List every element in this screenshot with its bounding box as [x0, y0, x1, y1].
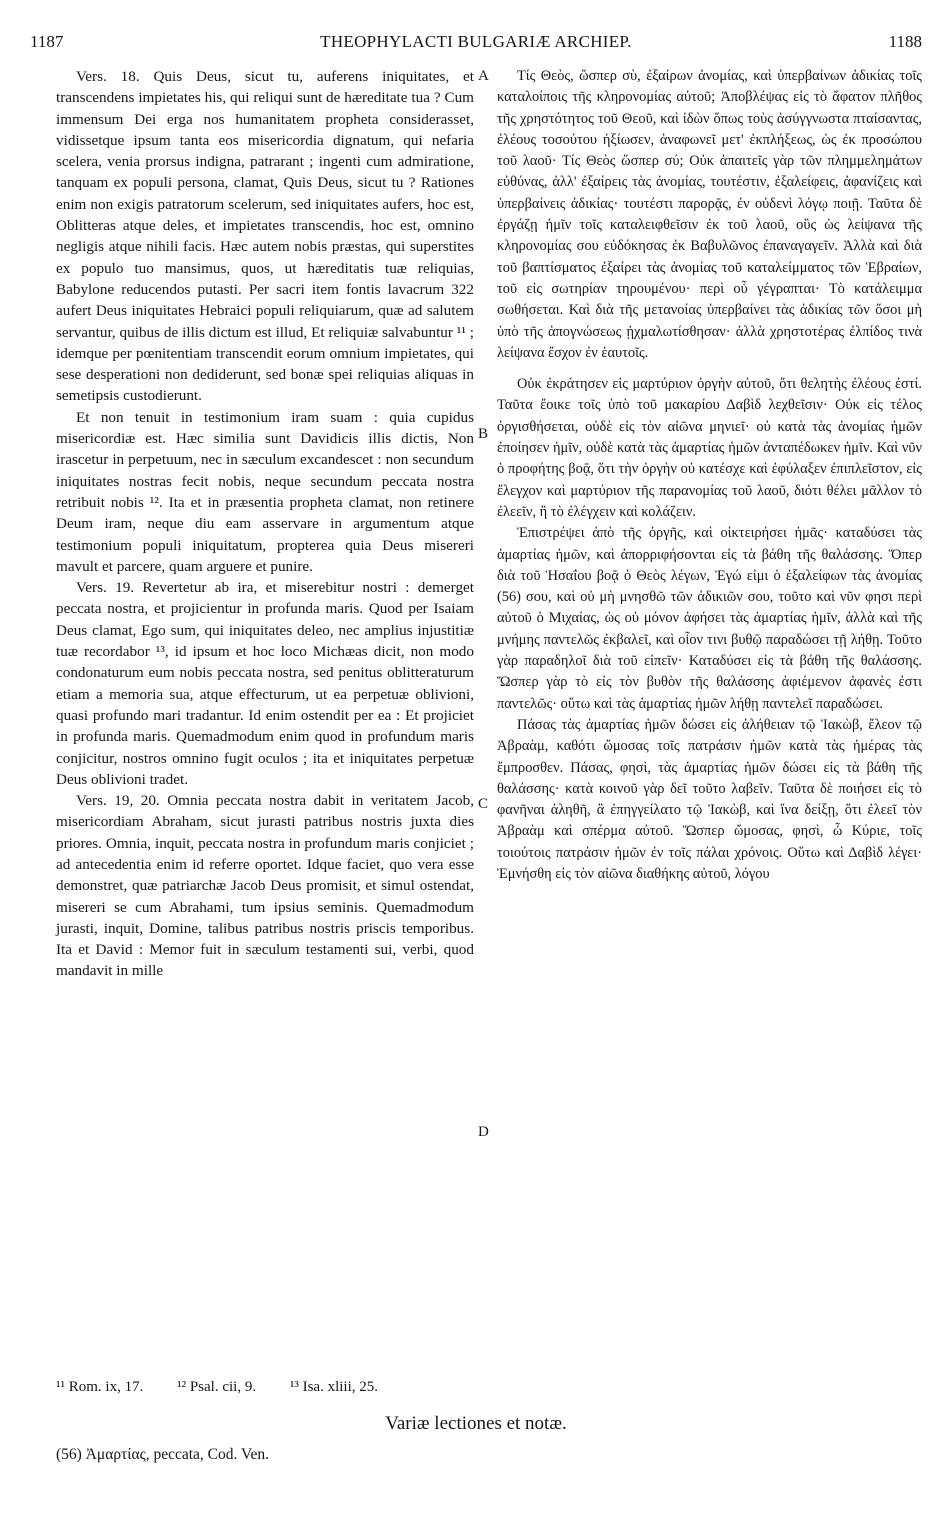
- page-number-left: 1187: [30, 32, 64, 51]
- section-marker-c: C: [478, 796, 489, 812]
- running-header: [30, 32, 922, 56]
- section-marker-a: A: [478, 68, 489, 84]
- greek-paragraph: Οὐκ ἐκράτησεν εἰς μαρτύριον ὀργὴν αὐτοῦ, ὅτι θελητὴς ἐλέους ἐστί. Ταῦτα ἔοικε τοῖς ὑπὸ τοῦ μακαρίου Δαβὶδ λεχθεῖσιν· Οὐκ εἰς τέλος ὀργισθήσεται, οὐδὲ εἰς τὸν αἰῶνα μηνιεῖ· οὐ κατὰ τὰς ἀνομίας ἡμῶν ἐποίησεν ἡμῖν, οὐδὲ κατὰ τὰς ἁμαρτίας ἡμῶν ἀνταπέδωκεν ἡμῖν. Καὶ νῦν ὁ προφήτης βοᾷ, ὅτι τὴν ὀργὴν οὐ κατέσχε καὶ ἐφύλαξεν ἐπιπλεῖστον, εἰς ἔλεγχον καὶ μαρτύριον τῆς παρανομίας τοῦ λαοῦ, διότι θέλει μᾶλλον τὸ ἐλεεῖν, ἢ τὸ ἐλέγχειν καὶ κολάζειν.: [497, 376, 922, 520]
- variae-note-56: (56) Ἀμαρτίας, peccata, Cod. Ven.: [56, 1446, 269, 1463]
- latin-paragraph: Et non tenuit in testimonium iram suam : quia cupidus misericordiæ est. Hæc similia sunt Davidicis illis dictis, Non irascetur in perpetuum, nec in sæculum excandescet : non secundum iniquitates nostras fecit nobis, neque secundum peccata nostra retribuit nobis ¹². Ita et in præsentia propheta clamat, non retinere Deum iram, neque diu eam asservare in argumentum atque testimonium populi iniquitatum, propterea quia Deus misereri mavult et parcere, quam arguere et punire.: [56, 408, 474, 575]
- latin-column: [56, 66, 474, 982]
- page-number-right: 1188: [888, 32, 922, 51]
- greek-column: [497, 66, 922, 885]
- running-title: THEOPHYLACTI BULGARIÆ ARCHIEP.: [320, 32, 632, 51]
- greek-paragraph: Ἐπιστρέψει ἀπὸ τῆς ὀργῆς, καὶ οἰκτειρήσει ἡμᾶς· καταδύσει τὰς ἀμαρτίας ἡμῶν, καὶ ἀπορριφήσονται εἰς τὰ βάθη τῆς θαλάσσης. Ὅπερ διὰ τοῦ Ἡσαΐου βοᾷ ὁ Θεὸς λέγων, Ἐγώ εἰμι ὁ ἐξαλείφων τὰς ἀνομίας (56) σου, καὶ οὐ μὴ μνησθῶ τῶν ἀδικιῶν σου, τοῦτο καὶ νῦν φησι περὶ αὐτοῦ ὁ Μιχαίας, ὡς οὐ μόνον ἀφήσει τὰς ἁμαρτίας ἡμῖν, ἀλλὰ καὶ τῆς μνήμης παντελῶς ἐκβαλεῖ, καὶ οἷον τινι βυθῷ παραδώσει τῇ λήθῃ. Τοῦτο γὰρ παραδηλοῖ διὰ τοῦ εἰπεῖν· Καταδύσει εἰς τὰ βάθη τῆς θαλάσσης. Ὥσπερ γὰρ τὸ εἰς τὸν βυθὸν τῆς θαλάσσης ἀφιέμενον ἀφανὲς ἐστι παντελῶς· οὕτω καὶ τὰς ἁμαρτίας ἡμῶν λήθῃ παντελεῖ παραδώσει.: [497, 525, 922, 712]
- section-marker-b: B: [478, 426, 489, 442]
- footnote-12: ¹² Psal. cii, 9.: [177, 1379, 257, 1395]
- latin-paragraph: Vers. 19. Revertetur ab ira, et miserebitur nostri : demerget peccata nostra, et projicientur in profunda maris. Quod per Isaiam Deus clamat, Ego sum, qui iniquitates deleo, nec amplius injustitiæ tuæ recordabor ¹³, id ipsum et hoc loco Michæas dicit, non modo condonaturum eum nobis peccata nostra, sed penitus oblitteraturum etiam a memoria sua, atque effecturum, ut ea perpetuæ oblivioni, quasi profundo mari tradantur. Id enim ostendit per ea : Et projiciet in profunda maris. Quemadmodum enim quod in profundum maris conjicitur, nostros omnino fugit oculos ; ita et iniquitates perpetuæ Deus oblivioni tradet.: [56, 579, 474, 788]
- latin-paragraph: Vers. 19, 20. Omnia peccata nostra dabit in veritatem Jacob, misericordiam Abraham, sicut jurasti patribus nostris juxta dies priores. Omnia, inquit, peccata nostra in profundum maris conjiciet ; ad antecedentia enim id referre oportet. Idque faciet, quo vera esse demonstret, quæ patriarchæ Jacob Deus promisit, et simul ostendat, misereri se cum Abrahami, tum ipsius seminis. Quemadmodum jurasti, inquit, Domine, talibus patribus nostris priscis temporibus. Ita et David : Memor fuit in sæculum testamenti sui, verbi, quod mandavit in mille: [56, 792, 474, 980]
- footnote-13: ¹³ Isa. xliii, 25.: [289, 1379, 378, 1395]
- greek-paragraph: Τίς Θεὸς, ὥσπερ σὺ, ἐξαίρων ἀνομίας, καὶ ὑπερβαίνων ἀδικίας τοῖς καταλοίποις τῆς κληρονομίας αὐτοῦ; Ἀποβλέψας εἰς τὸ ἄφατον πλῆθος τῆς χρηστότητος τοῦ Θεοῦ, καὶ ἰδὼν ὅπως τοὺς ἀσύγγνωστα πταίσαντας, ἐλέους τοσούτου ἠξίωσεν, ἀναφωνεῖ μετ' ἐκπλήξεως, ὡς ἐκ προσώπου τοῦ λαοῦ· Τίς Θεὸς ὥσπερ σύ; Οὐκ ἀπαιτεῖς γὰρ τῶν πλημμελημάτων εὐθύνας, ἀλλ' ἐξαίρεις τὰς ἀνομίας, τουτέστιν, ἐξαλείφεις, ἀφανίζεις καὶ ὑπερβαίνεις ἀδικίας· τουτέστι παρορᾷς, ἐν οὐδενὶ λόγῳ ποιῇ. Ταῦτα δὲ ἐργάζῃ ἡμῖν τοῖς καταλειφθεῖσιν ἐκ τοῦ λαοῦ, οὓς ὡς λείψανα τῆς κληρονομίας σου εὐδόκησας ἐκ Βαβυλῶνος ἐπαναγαγεῖν. Ἀλλὰ καὶ διὰ τοῦ βαπτίσματος ἐξαίρει τὰς ἀνομίας τοῦ καταλείμματος τῶν Ἑβραίων, τοῦ εἰς σωτηρίαν τηρουμένου· περὶ οὗ γέγραπται· Τὸ κατάλειμμα σωθήσεται. Καὶ διὰ τῆς μετανοίας ὑπερβαίνει τὰς ἀδικίας τῶν ὅσοι μὴ ὑπὸ τῆς ἀπογνώσεως ᾐχμαλωτίσθησαν· ἀλλὰ χρηστοτέρας ἐλπίδος τινὰ λείψανα ἔσχον ἐν ἑαυτοῖς.: [497, 68, 922, 361]
- footnotes: [56, 1379, 408, 1396]
- section-marker-d: D: [478, 1124, 489, 1140]
- latin-paragraph: Vers. 18. Quis Deus, sicut tu, auferens iniquitates, et transcendens impietates his, qui reliqui sunt de hæreditate tua ? Cum immensum Dei erga nos humanitatem propheta considerasset, vidissetque ipsum tanta eos misericordia dignatum, qui nefaria scelera, venia prorsus indigna, patrarant ; ingenti cum admiratione, tanquam ex populi persona, clamat, Quis Deus, sicut tu ? Rationes enim non exigis patratorum scelerum, sed iniquitates aufers, hoc est, Oblitteras atque deles, et impietates transcendis, hoc est, omnino negligis atque nihili facis. Hæc autem nobis præstas, qui superstites ex populo tuo mansimus, quos, ut hæreditatis tuæ reliquias, Babylone reducendos putasti. Per sacri item fontis lavacrum 322 aufert Deus iniquitates Hebraici populi reliquiarum, quæ ad salutem servantur, quibus de illis dictum est illud, Et reliquiæ salvabuntur ¹¹ ; idemque per pœnitentiam transcendit eorum omnium impietates, qui sese desperationi non dediderunt, sed bonæ spei reliquias aliquas in semetipsis custodierunt.: [56, 68, 474, 405]
- greek-paragraph: Πάσας τὰς ἁμαρτίας ἡμῶν δώσει εἰς ἀλήθειαν τῷ Ἰακὼβ, ἔλεον τῷ Ἀβραὰμ, καθότι ὤμοσας τοῖς πατράσιν ἡμῶν κατὰ τὰς ἡμέρας τὰς ἔμπροσθεν. Πάσας, φησὶ, τὰς ἁμαρτίας ἡμῶν δώσει εἰς τὰ βάθη τῆς θαλάσσης· κατὰ κοινοῦ γὰρ δεῖ τοῦτο λαβεῖν. Ταῦτα δὲ ποιήσει εἰς τὸ φανῆναι ἀληθῆ, ἃ ἐπηγγείλατο τῷ Ἰακὼβ, καὶ ἵνα δείξῃ, ὅτι ἐλεεῖ τὸν Ἀβραὰμ καὶ σπέρμα αὐτοῦ. Ὥσπερ ὤμοσας, φησὶ, ὦ Κύριε, τοῖς τοιούτοις πατράσιν ἡμῶν ἐν τοῖς πάλαι χρόνοις. Οὕτω καὶ Δαβὶδ λέγει· Ἐμνήσθη εἰς τὸν αἰῶνα διαθήκης αὐτοῦ, λόγου: [497, 716, 922, 882]
- footnote-11: ¹¹ Rom. ix, 17.: [56, 1379, 144, 1395]
- variae-lectiones-title: Variæ lectiones et notæ.: [385, 1413, 567, 1434]
